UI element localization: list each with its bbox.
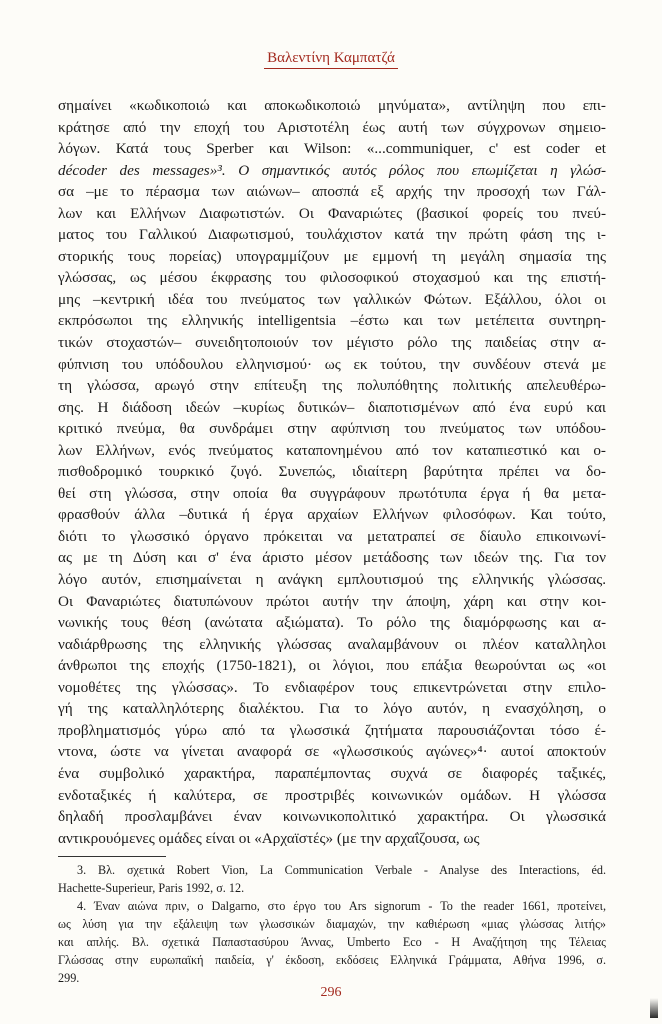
body-line: décoder des messages»³. Ο σημαντικός αυτός ρόλος που επωμίζεται η γλώσ- (58, 161, 606, 179)
body-line: φρασθούν άλλα –δυτικά ή έργα αρχαίων Ελλήνων φιλοσόφων. Και τούτο, (58, 506, 606, 524)
body-line: ένα συμβολικό χαρακτήρα, παραπέμποντας συχνά σε διαφορές ταξικές, (58, 764, 606, 782)
footnote-line: και απλής. Βλ. σχετικά Παπαστασύρου Άννας, Umberto Eco - Η Αναζήτηση της Τέλειας (58, 935, 606, 949)
body-line: ματος του Γαλλικού Διαφωτισμού, τουλάχιστον κατά την πρώτη φάση της ι- (58, 226, 606, 244)
body-line: κριτικό πνεύμα, θα συνδράμει στην αφύπνιση του πνεύματος των υπόδου- (58, 420, 606, 438)
body-line: Οι Φαναριώτες διατυπώνουν πρώτοι αυτήν την άποψη, χάρη και στην κοι- (58, 592, 606, 610)
body-line: νομοθέτες της γλώσσας». Το ενδιαφέρον τους επικεντρώνεται στην επιλο- (58, 678, 606, 696)
body-line: προβληματισμός γύρω από τα γλωσσικά ζητήματα παρουσιάζονται τόσο έ- (58, 721, 606, 739)
body-line: λων Ελλήνων, ενός πνεύματος καταπονημένου από τον καταπιεστικό και ο- (58, 441, 606, 459)
body-line: στορικής τους πορείας) υπογραμμίζουν με εμμονή τη μεγάλη σημασία της (58, 247, 606, 265)
body-line: γλώσσας, ως μέσου έκφρασης του φιλοσοφικού στοχασμού και της επιστή- (58, 269, 606, 287)
body-line: διότι το γλωσσικό όργανο πρόκειται να μετατραπεί σε δίαυλο επικοινωνί- (58, 527, 606, 545)
page-edge-shadow (650, 998, 658, 1018)
body-line: ας με τη Δύση και σ' ένα άριστο μέσον μετάδοσης των ιδεών της. Για τον (58, 549, 606, 567)
body-line: εκπρόσωποι της ελληνικής intelligentsia –έστω και των μετέπειτα συντηρη- (58, 312, 606, 330)
body-line: λόγων. Κατά τους Sperber και Wilson: «...communiquer, c' est coder et (58, 140, 606, 158)
body-line: τη γλώσσα, αρωγό στην επίτευξη της πολυπόθητης πολιτικής απελευθέρω- (58, 377, 606, 395)
body-line: λόγο αυτόν, επισημαίνεται η ανάγκη εμπλουτισμού της ελληνικής γλώσσας. (58, 571, 606, 589)
body-line: δηλαδή προσλαμβάνει έναν κοινωνικοπολιτικό χαρακτήρα. Οι γλωσσικά (58, 808, 606, 826)
body-line: λων και Ελλήνων Διαφωτιστών. Οι Φαναριώτες (βασικοί φορείς του πνεύ- (58, 204, 606, 222)
body-line: ενδοταξικές ή καλύτερα, σε προστριβές κοινωνικών ομάδων. Η γλώσσα (58, 786, 606, 804)
footnote-line: Hachette-Superieur, Paris 1992, σ. 12. (58, 881, 245, 895)
body-line: ντονα, ώστε να γίνεται αναφορά σε «γλωσσικούς αγώνες»⁴· αυτοί αποκτούν (58, 743, 606, 761)
body-line: γή της καταλληλότερης διαλέκτου. Για το λόγο αυτόν, η ενασχόληση, ο (58, 700, 606, 718)
body-line: τικών στοχαστών– συνειδητοποιούν τον μέγιστο ρόλο της παιδείας στην α- (58, 334, 606, 352)
main-text-block (58, 95, 606, 849)
body-line: φύπνιση του υπόδουλου ελληνισμού· ως εκ τούτου, την συνδέουν στενά με (58, 355, 606, 373)
running-header (0, 47, 662, 69)
footnotes-block (58, 861, 606, 987)
author-running-title: Βαλεντίνη Καμπατζά (264, 50, 398, 69)
body-line: σης. Η διάδοση ιδεών –κυρίως δυτικών– διαποτισμένων από ένα ευρύ και (58, 398, 606, 416)
footnote-divider (58, 856, 166, 857)
body-line: πισθοδρομικό τουρκικό ζυγό. Συνεπώς, ιδιαίτερη βαρύτητα πρέπει να δο- (58, 463, 606, 481)
body-line: μης –κεντρική ιδέα του πνεύματος των γαλλικών Φώτων. Εξάλλου, όλοι οι (58, 290, 606, 308)
body-line: νωνικής τους θέση (ανώτατα αξιώματα). Το ρόλο της διαμόρφωσης και α- (58, 614, 606, 632)
body-line: άνθρωποι της εποχής (1750-1821), οι λόγιοι, που επάξια θεωρούνται ως «οι (58, 657, 606, 675)
footnote-line: Γλώσσας στην ευρωπαϊκή παιδεία, γ' έκδοση, εκδόσεις Ελληνικά Γράμματα, Αθήνα 1996, σ. (58, 953, 606, 967)
footnote-line: 3. Βλ. σχετικά Robert Vion, La Communication Verbale - Analyse des Interactions, éd. (77, 863, 606, 877)
body-line: ναδιάρθρωσης της ελληνικής γλώσσας αναλαμβάνουν οι πλέον καταλληλοι (58, 635, 606, 653)
body-line: σημαίνει «κωδικοποιώ και αποκωδικοποιώ μηνύματα», αντίληψη που επι- (58, 97, 606, 114)
body-line: κράτησε από την εποχή του Αριστοτέλη έως αυτή των σύγχρονων σημειο- (58, 118, 606, 136)
body-line: αντικρουόμενες ομάδες είναι οι «Αρχαϊστές» (με την αρχαΐζουσα, ως (58, 829, 480, 847)
footnote-line: ως λύση για την εξάλειψη των γλωσσικών διαμαχών, την καθιέρωση «μιας γλώσσας λιτής» (58, 917, 606, 931)
body-line: θεί στη γλώσσα, στην οποία θα συγγράφουν πρωτότυπα έργα ή θα μετα- (58, 484, 606, 502)
body-line: σα –με το πέρασμα των αιώνων– αποσπά εξ αρχής την προσοχή των Γάλ- (58, 183, 606, 201)
page-number: 296 (320, 985, 342, 1000)
footnote-line: 299. (58, 971, 80, 985)
footnote-line: 4. Έναν αιώνα πριν, ο Dalgarno, στο έργο του Ars signorum - To the reader 1661, προτείνει, (77, 899, 606, 913)
